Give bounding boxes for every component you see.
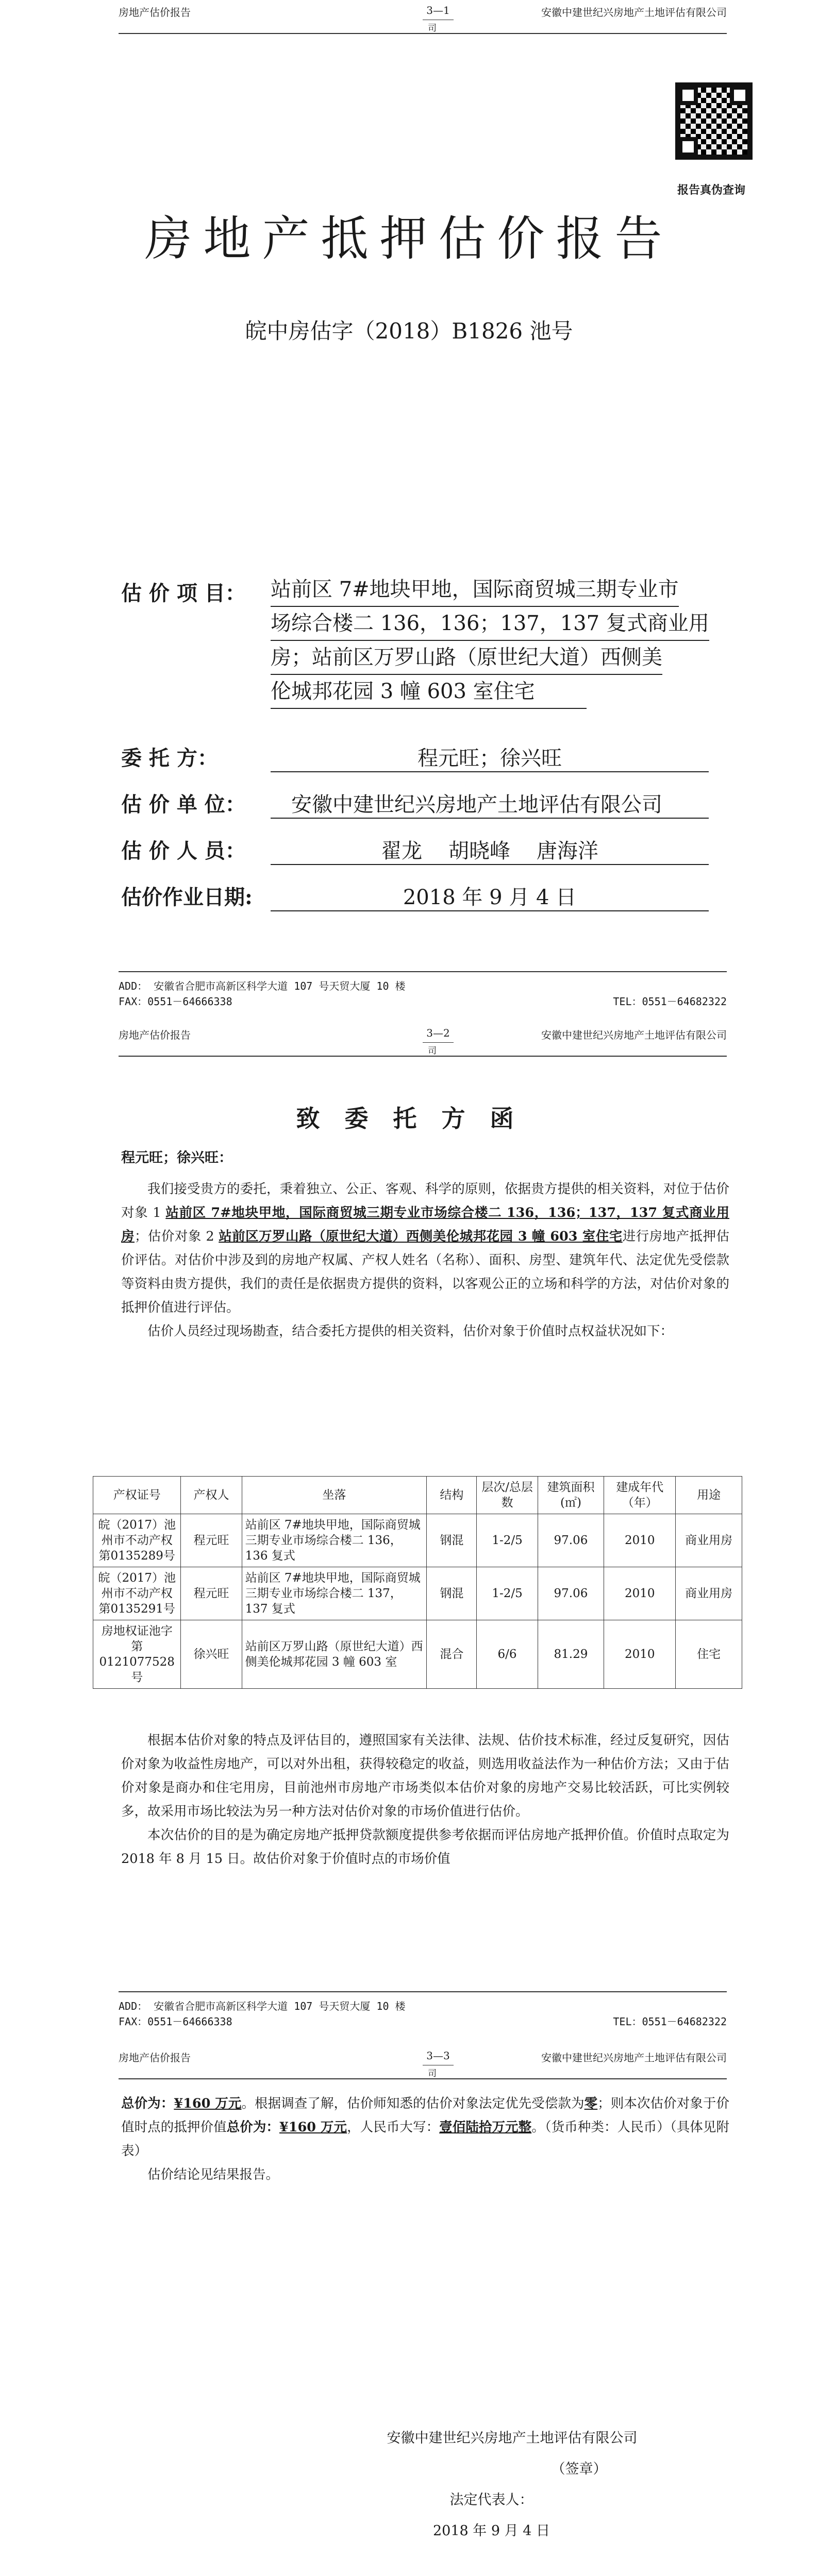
report-title: 房地产抵押估价报告 (144, 211, 674, 266)
field-client: 委 托 方： 程元旺；徐兴旺 (121, 742, 729, 773)
item-line: 场综合楼二 136，136；137，137 复式商业用 (271, 607, 709, 641)
page-2 (0, 1023, 818, 2045)
table-row: 皖（2017）池州市不动产权第0135289号 程元旺 站前区 7#地块甲地，国际商贸城三期专业市场综合楼二 136，136 复式 钢混 1-2/5 97.06 2010 商业用房 (93, 1514, 742, 1567)
page-number: 3—2 司 (407, 1027, 469, 1039)
field-valuation-item: 估 价 项 目： 站前区 7#地块甲地，国际商贸城三期专业市 场综合楼二 136，136；137，137 复式商业用 房；站前区万罗山路（原世纪大道）西侧美 伦城邦花园 3 幢 603 室住宅 (121, 577, 729, 732)
header-right: 安徽中建世纪兴房地产土地评估有限公司 (541, 1029, 727, 1041)
signature-representative: 法定代表人： (449, 2492, 533, 2508)
table-row: 皖（2017）池州市不动产权第0135291号 程元旺 站前区 7#地块甲地，国际商贸城三期专业市场综合楼二 137，137 复式 钢混 1-2/5 97.06 2010 商业用房 (93, 1567, 742, 1620)
letter-body-1: 我们接受贵方的委托，秉着独立、公正、客观、科学的原则，依据贵方提供的相关资料，对位于估价对象 1 站前区 7#地块甲地，国际商贸城三期专业市场综合楼二 136，136；137，137 复式商业用房；估价对象 2 站前区万罗山路（原世纪大道）西侧美伦城邦花园 3 幢 603 室住宅进行房地产抵押估价评估。对估价中涉及到的房地产权属、产权人姓名（名称）、面积、房型、建筑年代、法定优先受偿款等资料由贵方提供，我们的责任是依据贵方提供的资料，以客观公正的立场和科学的方法，对估价对象的抵押价值进行评估。 估价人员经过现场勘查，结合委托方提供的相关资料，估价对象于价值时点权益状况如下： (121, 1181, 729, 1339)
header-right: 安徽中建世纪兴房地产土地评估有限公司 (541, 6, 727, 19)
running-header (119, 1023, 727, 1054)
letter-body-2: 根据本估价对象的特点及评估目的，遵照国家有关法律、法规、估价技术标准，经过反复研究，因估价对象为收益性房地产，可以对外出租，获得较稳定的收益，则选用收益法作为一种估价方法；又由于估价对象是商办和住宅用房，目前池州市房地产市场类似本估价对象的房地产交易比较活跃，可比实例较多，故采用市场比较法为另一种方法对估价对象的市场价值进行估价。 本次估价的目的是为确定房地产抵押贷款额度提供参考依据而评估房地产抵押价值。价值时点取定为 2018 年 8 月 15 日。故估价对象于价值时点的市场价值 (121, 1733, 729, 1867)
table-row: 房地权证池字第0121077528号 徐兴旺 站前区万罗山路（原世纪大道）西侧美伦城邦花园 3 幢 603 室 混合 6/6 81.29 2010 住宅 (93, 1620, 742, 1689)
letter-conclusion: 总价为：¥160 万元。根据调查了解，估价师知悉的估价对象法定优先受偿款为零；则本次估价对象于价值时点的抵押价值总价为：¥160 万元，人民币大写：壹佰陆拾万元整。（货币种类：人民币）（具体见附表） 估价结论见结果报告。 (121, 2096, 729, 2182)
report-number: 皖中房估字（2018）B1826 池号 (245, 318, 573, 344)
running-header (119, 2045, 727, 2079)
item-line: 站前区 7#地块甲地，国际商贸城三期专业市 (271, 573, 679, 607)
page-1 (0, 0, 818, 1023)
header-left: 房地产估价报告 (119, 2052, 191, 2064)
header-left: 房地产估价报告 (119, 6, 191, 19)
page-number: 3—3 司 (407, 2049, 469, 2062)
rights-table: 产权证号 产权人 坐落 结构 层次/总层数 建筑面积(㎡) 建成年代（年） 用途 皖（2017）池州市不动产权第0135289号 程元旺 站前区 7#地块甲地，国际商贸城三期专业市场综合楼二 136，136 复式 钢混 1-2/5 97.06 2010 商业用房 皖（2017）池州市不动产权第0135291号 程元旺 站前区 7#地块甲地，国际商贸城三期专业市场综合楼二 137，137 复式 钢混 1-2/5 97.06 2010 商业用房 房地权证池字第0121077528号 徐兴旺 站前区万罗山路（原世纪大道）西侧美伦城邦花园 3 幢 603 室 混合 6/6 81.29 2010 住宅 (93, 1476, 742, 1689)
signature-org: 安徽中建世纪兴房地产土地评估有限公司 (387, 2430, 638, 2446)
header-right: 安徽中建世纪兴房地产土地评估有限公司 (541, 2052, 727, 2064)
field-staff: 估 价 人 员： 翟龙 胡晓峰 唐海洋 (121, 835, 729, 866)
qr-code[interactable] (675, 82, 753, 160)
field-org: 估 价 单 位： 安徽中建世纪兴房地产土地评估有限公司 (121, 788, 729, 819)
header-left: 房地产估价报告 (119, 1029, 191, 1041)
signature-date: 2018 年 9 月 4 日 (433, 2523, 550, 2539)
letter-title: 致 委 托 方 函 (296, 1105, 522, 1132)
field-date: 估价作业日期: 2018 年 9 月 4 日 (121, 881, 729, 912)
page-footer: ADD： 安徽省合肥市高新区科学大道 107 号天贸大厦 10 楼 FAX：0551－64666338 TEL：0551－64682322 (119, 971, 727, 1009)
letter-salutation: 程元旺；徐兴旺： (121, 1150, 232, 1166)
page-3 (0, 2045, 818, 2576)
page-number: 3—1 司 (407, 4, 469, 16)
qr-caption: 报告真伪查询 (677, 183, 745, 197)
item-line: 伦城邦花园 3 幢 603 室住宅 (271, 675, 587, 709)
page-footer: ADD： 安徽省合肥市高新区科学大道 107 号天贸大厦 10 楼 FAX：0551－64666338 TEL：0551－64682322 (119, 1991, 727, 2029)
signature-seal: （签章） (551, 2461, 607, 2477)
running-header (119, 0, 727, 31)
item-line: 房；站前区万罗山路（原世纪大道）西侧美 (271, 641, 662, 675)
